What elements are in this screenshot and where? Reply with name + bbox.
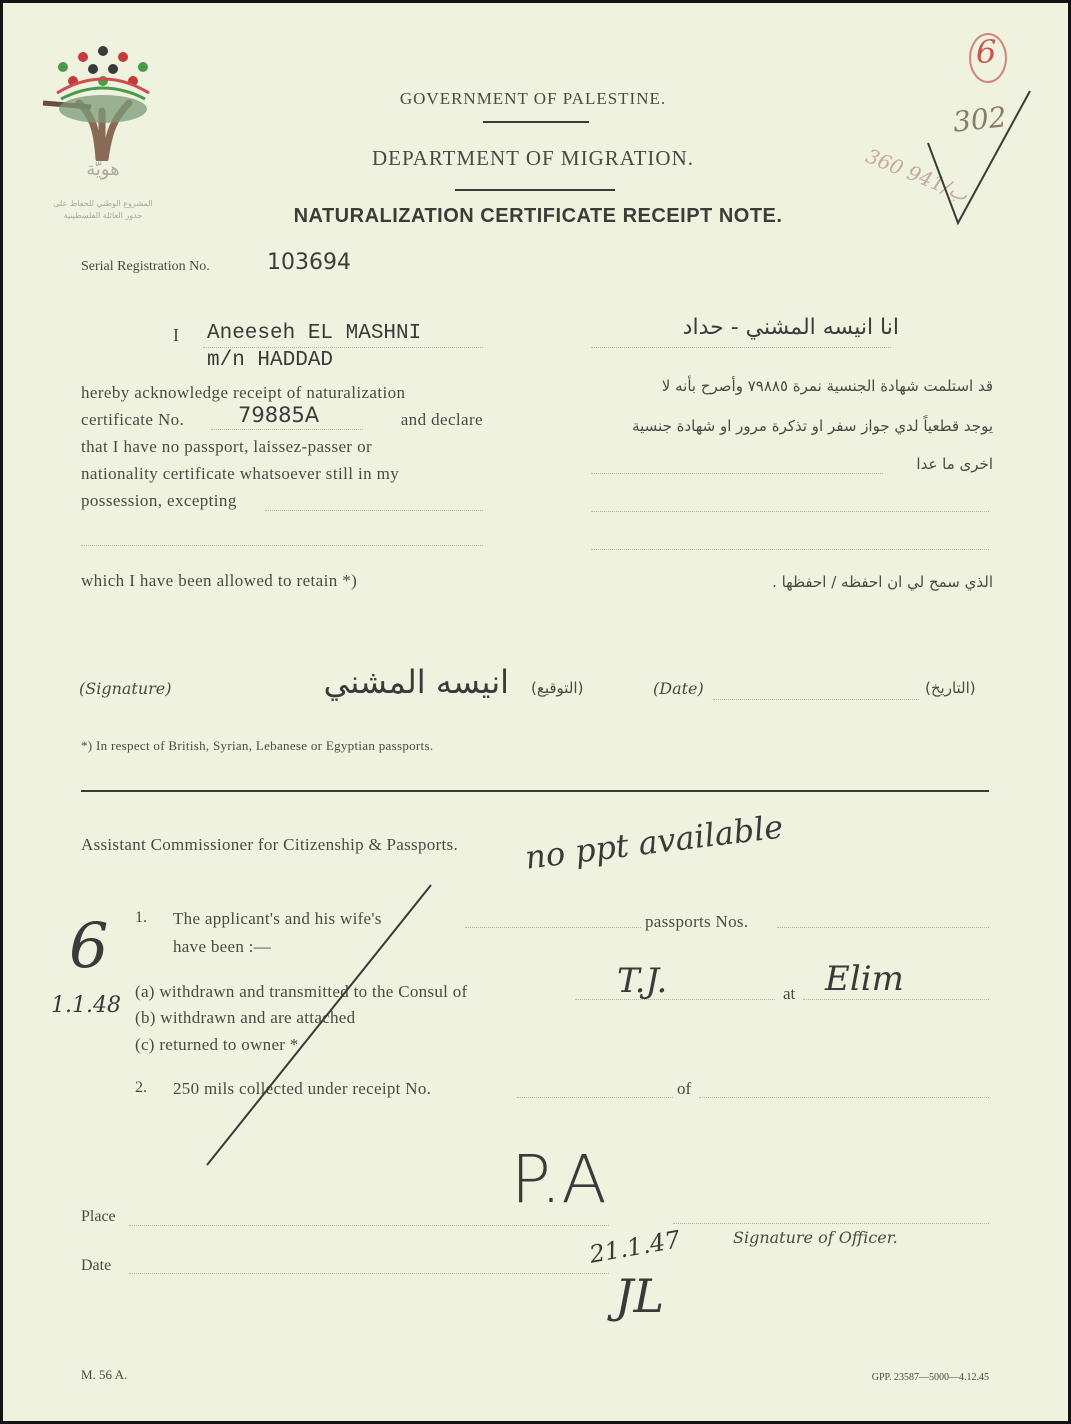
declarant-name: Aneeseh EL MASHNI	[207, 322, 422, 345]
declaration-line-5: possession, excepting	[81, 491, 237, 510]
consul-value: T.J.	[617, 961, 668, 1001]
item-1-text-b: passports Nos.	[645, 912, 749, 931]
declaration-line-2a: certificate No.	[81, 410, 185, 429]
strike-line	[199, 879, 439, 1169]
header-divider-2	[455, 189, 615, 191]
certificate-number: 79885A	[238, 403, 320, 427]
section-heading: Assistant Commissioner for Citizenship & Passports.	[81, 835, 459, 854]
at-label: at	[783, 984, 796, 1003]
declaration-line-3: that I have no passport, laissez-passer or	[81, 437, 373, 456]
date-label-arabic: (التاريخ)	[925, 679, 976, 697]
margin-number: 302	[951, 100, 1009, 139]
declaration-line-4: nationality certificate whatsoever still in my	[81, 464, 400, 483]
header-divider-1	[483, 121, 589, 123]
logo-name: هويّة	[86, 159, 120, 180]
item-1-text-a: The applicant's and his wife's	[173, 909, 382, 928]
arabic-excepting-line-2	[591, 511, 989, 512]
initials-pa: P.A	[511, 1141, 607, 1218]
arabic-excepting-line-1	[591, 473, 883, 474]
form-code: M. 56 A.	[81, 1367, 128, 1382]
arabic-line-2: يوجد قطعياً لدي جواز سفر او تذكرة مرور او شهادة جنسية	[632, 417, 993, 435]
no-passport-note: no ppt available	[523, 807, 786, 877]
place-line	[129, 1225, 609, 1226]
arabic-excepting-line-3	[591, 549, 989, 550]
declaration-i: I	[173, 325, 179, 345]
date-bottom-line	[129, 1273, 609, 1274]
tree-people-icon	[33, 41, 173, 161]
passport-no-line-2	[777, 927, 989, 928]
passport-no-line-1	[465, 927, 641, 928]
serial-label: Serial Registration No.	[81, 259, 210, 274]
retain-clause: which I have been allowed to retain *)	[81, 571, 358, 590]
logo-tagline-2: جذور العائلة الفلسطينية	[63, 211, 143, 220]
footnote: *) In respect of British, Syrian, Lebanese or Egyptian passports.	[81, 738, 434, 753]
at-value: Elim	[825, 959, 904, 999]
at-line	[803, 999, 989, 1000]
date-line	[713, 699, 919, 700]
date-bottom-label: Date	[81, 1257, 112, 1274]
signing-date: 21.1.47	[587, 1225, 683, 1269]
registry-stamp: 360 ب/941	[862, 143, 972, 207]
item-2-number: 2.	[135, 1079, 147, 1096]
excepting-line-1	[265, 510, 483, 511]
arabic-line-3: اخرى ما عدا	[916, 455, 993, 473]
section-divider	[81, 790, 989, 792]
printer-code: GPP. 23587—5000—4.12.45	[871, 1372, 989, 1383]
officer-signature-line	[673, 1223, 989, 1224]
margin-slash	[918, 83, 1038, 233]
document-title: NATURALIZATION CERTIFICATE RECEIPT NOTE.	[293, 205, 783, 227]
item-2-of: of	[677, 1079, 692, 1098]
declaration-line-2b: and declare	[400, 410, 483, 429]
officer-signature-label: Signature of Officer.	[733, 1228, 898, 1247]
date-label: (Date)	[653, 679, 704, 698]
department-heading: DEPARTMENT OF MIGRATION.	[371, 146, 695, 170]
item-1-number: 1.	[135, 909, 147, 926]
serial-value: 103694	[267, 250, 351, 275]
certificate-no-line	[211, 429, 363, 430]
item-2-text: 250 mils collected under receipt No.	[173, 1079, 432, 1098]
arabic-name-underline	[591, 347, 891, 348]
logo-tagline-1: المشروع الوطني للحفاظ على	[53, 199, 153, 208]
declarant-maiden-name: m/n HADDAD	[207, 349, 334, 372]
receipt-no-line	[517, 1097, 673, 1098]
consul-line	[575, 999, 775, 1000]
receipt-date-line	[699, 1097, 989, 1098]
excepting-line-2	[81, 545, 483, 546]
arabic-retain-clause: الذي سمح لي ان احفظه / احفظها .	[772, 573, 993, 591]
margin-six: 6	[69, 909, 109, 982]
applicant-signature: انيسه المشني	[323, 663, 509, 701]
arabic-line-1: قد استلمت شهادة الجنسية نمرة ٧٩٨٨٥ وأصرح بأنه لا	[661, 377, 993, 395]
option-b: (b) withdrawn and are attached	[135, 1008, 356, 1027]
item-1-text-c: have been :—	[173, 937, 272, 956]
option-c: (c) returned to owner *	[135, 1035, 299, 1054]
organization-logo	[33, 41, 173, 226]
margin-date: 1.1.48	[51, 993, 121, 1018]
signature-label-arabic: (التوقيع)	[531, 679, 584, 697]
government-heading: GOVERNMENT OF PALESTINE.	[399, 89, 667, 108]
signature-label: (Signature)	[79, 679, 172, 698]
declaration-line-1: hereby acknowledge receipt of naturalization	[81, 383, 406, 402]
signing-initials: JL	[615, 1269, 664, 1323]
name-line	[203, 347, 483, 348]
arabic-name-line: انا انيسه المشني - حداد	[682, 315, 899, 340]
option-a: (a) withdrawn and transmitted to the Consul of	[135, 982, 468, 1001]
place-label: Place	[81, 1208, 116, 1225]
circled-number-text: 6	[976, 33, 997, 71]
